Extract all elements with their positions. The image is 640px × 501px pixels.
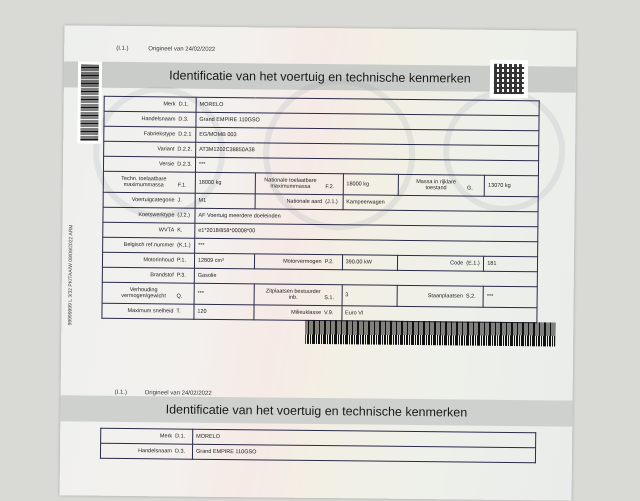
table-row: Merk D.1. MORELO [104,96,539,116]
table-row: Fabriekstype D.2.1 EG/MOMB 003 [104,126,539,146]
table-row: Koetswerktype (J.2.) AF Voertuig meerdere doeleinden [103,207,538,227]
table-row: Merk D.1. MORELO [101,428,536,448]
table-row: Techn. toelaatbare maximummassa F.1. 18000 kg Nationale toelaatbare maximummassa F.2. 18000 kg Massa in rijklare toestand G. 13070 kg [103,171,538,197]
horizontal-barcode [305,320,555,347]
table-row: Verhouding vermogen/gewicht Q. *** Zitplaatsen bestuurder inb. S.1. 3 Staanplaatsen S.2. *** [102,282,537,308]
doc-date: Origineel van 24/02/2022 [144,390,212,397]
registration-document [60,25,577,500]
table-row: Handelsnaam D.3. Grand EMPIRE 110GSO [104,111,539,131]
table-row: WVTA K. e1*2018/858*00008*00 [103,222,538,242]
vehicle-data-table [101,96,539,324]
doc-date: Origineel van 24/02/2022 [148,46,216,53]
table-row: Maximum snelheid T. 120 Milieuklasse V.9. Euro VI [102,303,537,323]
table-row: Motorinhoud P.1. 12809 cm³ Motorvermogen P.2. 390.00 kW Code (E.1.) 181 [102,252,537,272]
side-serial-text: 99999999 L 3/32 PK/TAA/W 09/09/2022 ARM [67,224,75,326]
table-row: Versie D.2.3. *** [103,156,538,176]
table-row: Handelsnaam D.3. Grand EMPIRE 110GSO [100,443,535,463]
vehicle-data-table [100,428,536,464]
table-row: Voertuigcategorie J. M1 Nationale aard (J.1.) Kampeerwagen [103,192,538,212]
doc-ref: (I.1.) [116,45,129,53]
doc-ref: (I.1.) [114,389,128,397]
table-row: Variant D.2.2. AT3M1202C38850A38 [104,141,539,161]
table-row: Belgisch ref.nummer (K.1.) *** [103,237,538,257]
doc-title: Identificatie van het voertuig en technische kenmerken [169,68,471,86]
table-row: Brandstof P.3. Gasolie [102,267,537,287]
doc-title: Identificatie van het voertuig en technische kenmerken [165,402,468,420]
